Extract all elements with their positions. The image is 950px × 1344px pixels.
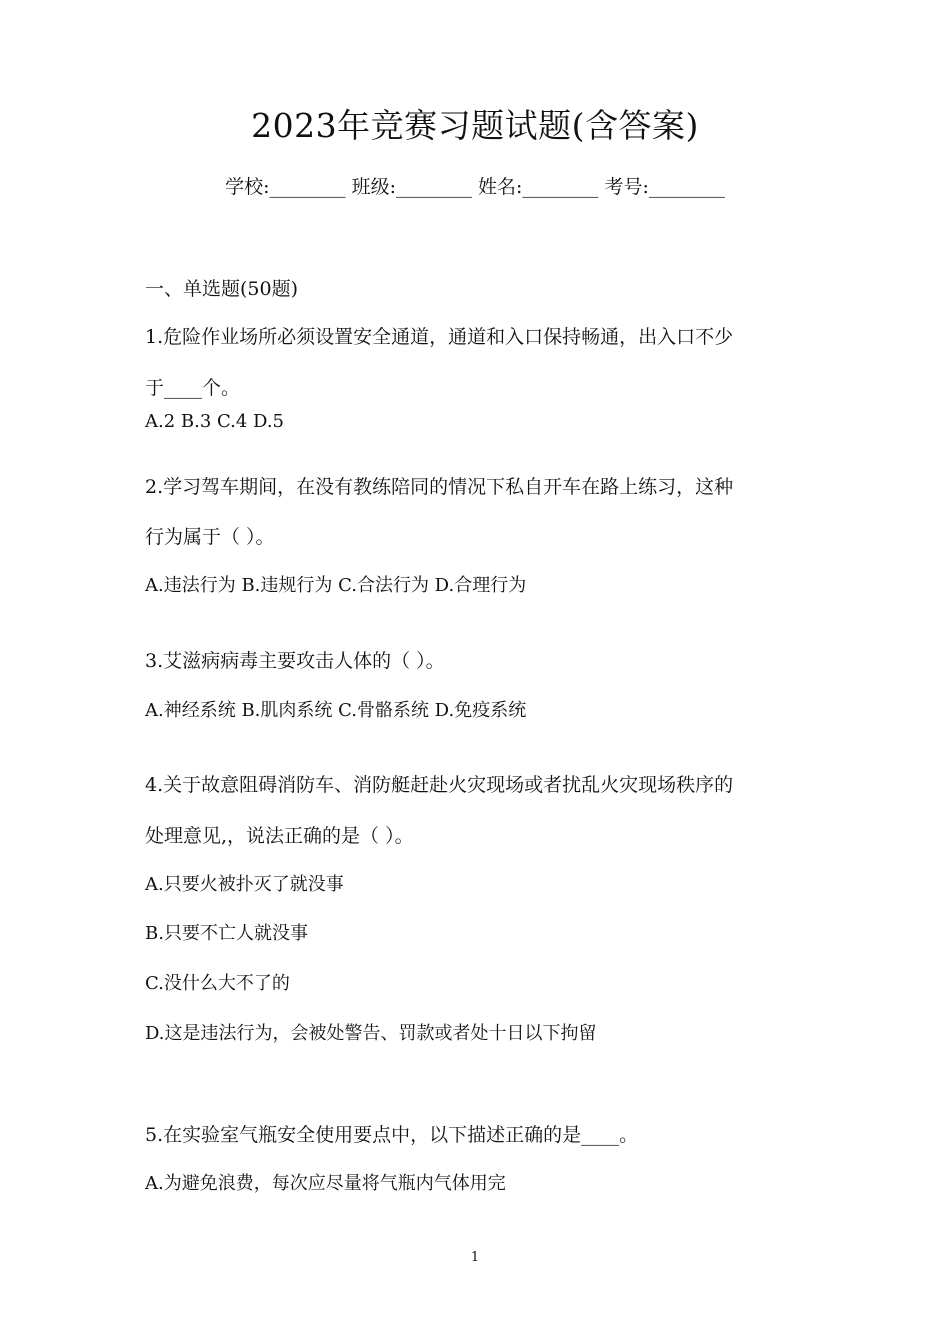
question-4-option-c: C.没什么大不了的 — [145, 973, 290, 994]
question-4-line-2: 处理意见,，说法正确的是（ ）。 — [145, 825, 414, 847]
question-4-option-a: A.只要火被扑灭了就没事 — [145, 874, 344, 895]
page-title: 2023年竞赛习题试题(含答案) — [251, 106, 699, 145]
question-5-line-1: 5.在实验室气瓶安全使用要点中，以下描述正确的是____。 — [145, 1124, 639, 1146]
question-1-options: A.2 B.3 C.4 D.5 — [145, 411, 285, 432]
question-5-option-a: A.为避免浪费，每次应尽量将气瓶内气体用完 — [145, 1173, 506, 1194]
question-4-option-b: B.只要不亡人就没事 — [145, 923, 308, 944]
question-4-option-d: D.这是违法行为，会被处警告、罚款或者处十日以下拘留 — [145, 1023, 597, 1044]
section-heading: 一、单选题(50题) — [145, 278, 299, 300]
question-2-line-1: 2.学习驾车期间，在没有教练陪同的情况下私自开车在路上练习，这种 — [145, 476, 734, 498]
question-3-options: A.神经系统 B.肌肉系统 C.骨骼系统 D.免疫系统 — [145, 700, 527, 721]
question-1-line-1: 1.危险作业场所必须设置安全通道，通道和入口保持畅通，出入口不少 — [145, 326, 734, 348]
question-2-line-2: 行为属于（ ）。 — [145, 526, 275, 548]
page-number: 1 — [470, 1250, 480, 1265]
question-2-options: A.违法行为 B.违规行为 C.合法行为 D.合理行为 — [145, 575, 527, 596]
question-4-line-1: 4.关于故意阻碍消防车、消防艇赶赴火灾现场或者扰乱火灾现场秩序的 — [145, 774, 734, 796]
student-info-line: 学校:________ 班级:________ 姓名:________ 考号:________ — [225, 176, 725, 198]
question-1-line-2: 于____个。 — [145, 377, 241, 399]
question-3-line-1: 3.艾滋病病毒主要攻击人体的（ ）。 — [145, 650, 445, 672]
